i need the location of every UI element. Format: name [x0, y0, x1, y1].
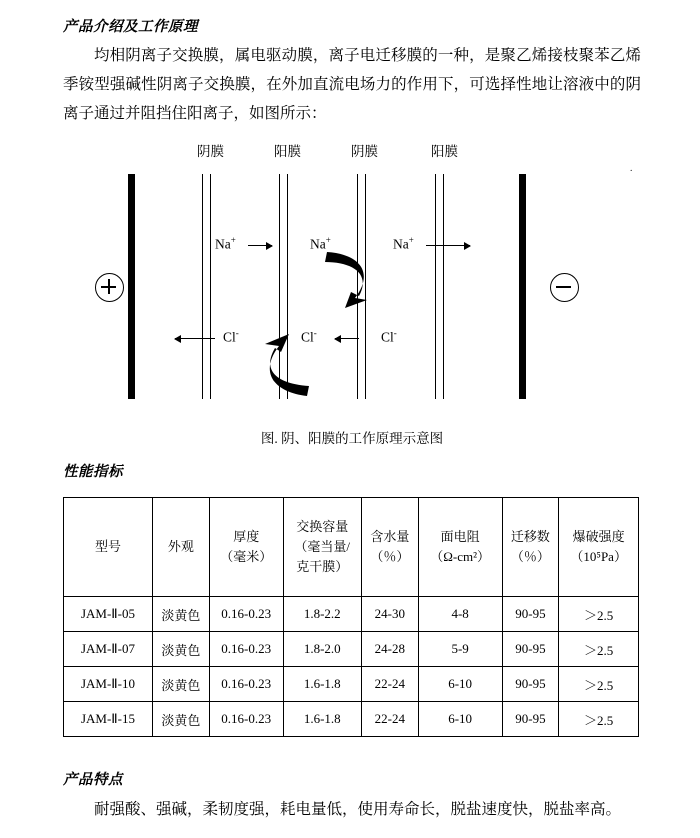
- cell-surface-resistance: 6-10: [418, 667, 502, 702]
- th-transport-number: 迁移数 （％）: [502, 498, 559, 597]
- cell-surface-resistance: 4-8: [418, 597, 502, 632]
- cell-transport-number: 90-95: [502, 667, 559, 702]
- th-thickness: 厚度 （毫米）: [209, 498, 283, 597]
- cell-burst-strength: ＞2.5: [559, 667, 639, 702]
- cell-model: JAM-Ⅱ-05: [64, 597, 153, 632]
- blocked-anion-curve-icon: [251, 330, 321, 400]
- cell-surface-resistance: 5-9: [418, 632, 502, 667]
- cell-thickness: 0.16-0.23: [209, 632, 283, 667]
- table-header-row: [64, 498, 639, 597]
- cell-appearance: 淡黄色: [153, 667, 210, 702]
- membrane-label-4: 阳膜: [431, 144, 458, 159]
- figure-caption: 图. 阴、阳膜的工作原理示意图: [260, 431, 444, 446]
- cell-water-content: 22-24: [361, 702, 418, 737]
- cell-burst-strength: ＞2.5: [559, 702, 639, 737]
- membrane-label-3: 阴膜: [351, 144, 378, 159]
- cell-exchange-capacity: 1.8-2.0: [283, 632, 361, 667]
- membrane-1-line-b: [210, 174, 211, 399]
- cell-water-content: 24-28: [361, 632, 418, 667]
- cell-burst-strength: ＞2.5: [559, 632, 639, 667]
- spec-table: [63, 497, 639, 737]
- cell-transport-number: 90-95: [502, 632, 559, 667]
- cation-arrow-1: [248, 245, 272, 246]
- anode-plate: [128, 174, 135, 399]
- anion-label-1: Cl-: [223, 328, 239, 345]
- th-model: 型号: [64, 498, 153, 597]
- membrane-label-2: 阳膜: [274, 144, 301, 159]
- table-row: [64, 632, 639, 667]
- cation-label-3: Na+: [393, 235, 414, 252]
- cell-thickness: 0.16-0.23: [209, 597, 283, 632]
- cation-label-2: Na+: [310, 235, 331, 252]
- cation-label-1: Na+: [215, 235, 236, 252]
- cathode-plate: [519, 174, 526, 399]
- membrane-4-line-b: [443, 174, 444, 399]
- table-row: [64, 597, 639, 632]
- cell-exchange-capacity: 1.6-1.8: [283, 667, 361, 702]
- membrane-label-1: 阴膜: [197, 144, 224, 159]
- minus-electrode-icon: [550, 273, 579, 302]
- section-title-spec: 性能指标: [63, 464, 123, 480]
- cation-arrow-3: [426, 245, 470, 246]
- cell-exchange-capacity: 1.6-1.8: [283, 702, 361, 737]
- membrane-4-line-a: [435, 174, 436, 399]
- table-row: [64, 702, 639, 737]
- blocked-cation-curve-icon: [315, 250, 385, 310]
- cell-model: JAM-Ⅱ-10: [64, 667, 153, 702]
- anion-label-2: Cl-: [301, 328, 317, 345]
- cell-thickness: 0.16-0.23: [209, 702, 283, 737]
- spec-table-head: [64, 498, 639, 597]
- stray-mark: ·: [629, 165, 633, 177]
- membrane-1-line-a: [202, 174, 203, 399]
- section-title-features: 产品特点: [63, 772, 123, 788]
- th-surface-resistance: 面电阻 （Ω-cm²）: [418, 498, 502, 597]
- cell-model: JAM-Ⅱ-15: [64, 702, 153, 737]
- cell-thickness: 0.16-0.23: [209, 667, 283, 702]
- spec-table-body: [64, 597, 639, 737]
- th-appearance: 外观: [153, 498, 210, 597]
- cell-transport-number: 90-95: [502, 597, 559, 632]
- cell-transport-number: 90-95: [502, 702, 559, 737]
- cell-appearance: 淡黄色: [153, 702, 210, 737]
- cell-exchange-capacity: 1.8-2.2: [283, 597, 361, 632]
- anion-arrow-2: [335, 338, 359, 339]
- th-exchange-capacity: 交换容量 （毫当量/ 克干膜）: [283, 498, 361, 597]
- cell-appearance: 淡黄色: [153, 597, 210, 632]
- section-title-intro: 产品介绍及工作原理: [63, 19, 198, 35]
- cell-model: JAM-Ⅱ-07: [64, 632, 153, 667]
- cell-surface-resistance: 6-10: [418, 702, 502, 737]
- cell-water-content: 22-24: [361, 667, 418, 702]
- membrane-principle-diagram: [63, 140, 641, 445]
- anion-arrow-1: [175, 338, 215, 339]
- features-paragraph: 耐强酸、强碱，柔韧度强，耗电量低，使用寿命长，脱盐速度快，脱盐率高。: [94, 801, 622, 818]
- cell-water-content: 24-30: [361, 597, 418, 632]
- th-burst-strength: 爆破强度 （10⁵Pa）: [559, 498, 639, 597]
- cell-appearance: 淡黄色: [153, 632, 210, 667]
- intro-paragraph: 均相阴离子交换膜，属电驱动膜，离子电迁移膜的一种，是聚乙烯接枝聚苯乙烯季铵型强碱性阴离子交换膜，在外加直流电场力的作用下，可选择性地让溶液中的阴离子通过并阻挡住阳离子，如图所示：: [63, 47, 641, 122]
- cell-burst-strength: ＞2.5: [559, 597, 639, 632]
- table-row: [64, 667, 639, 702]
- th-water-content: 含水量 （％）: [361, 498, 418, 597]
- anion-label-3: Cl-: [381, 328, 397, 345]
- plus-electrode-icon: [95, 273, 124, 302]
